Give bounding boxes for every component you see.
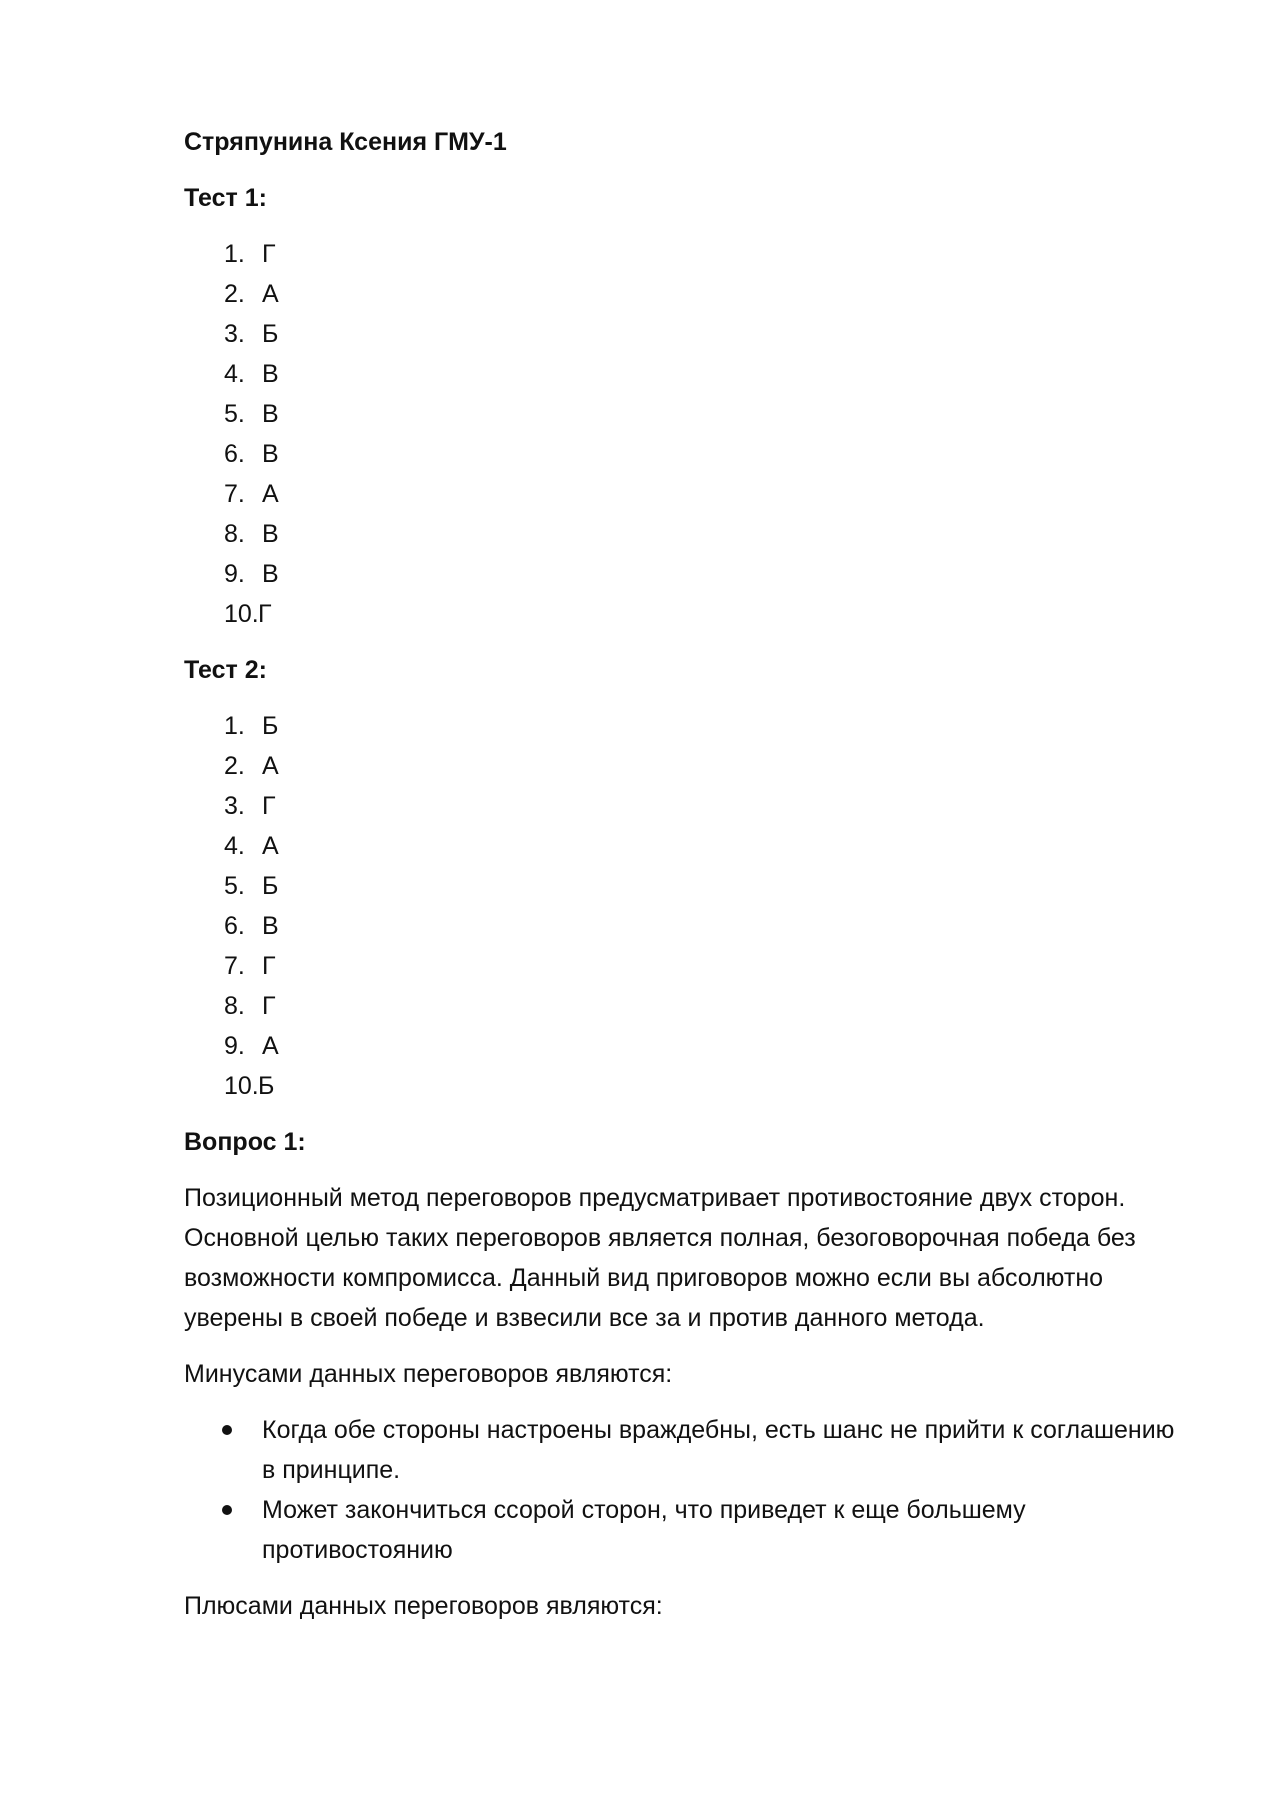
list-item [184, 786, 1194, 826]
item-number: 6. [224, 440, 245, 468]
item-answer: А [262, 832, 279, 860]
list-item [184, 946, 1194, 986]
list-item [184, 986, 1194, 1026]
item-answer: А [262, 1032, 279, 1060]
minuses-list [184, 1410, 1194, 1570]
list-item [184, 1490, 1194, 1570]
item-answer: Г [262, 240, 276, 268]
item-answer: А [262, 280, 279, 308]
item-number: 7. [224, 480, 245, 508]
list-item [184, 746, 1194, 786]
item-answer: В [262, 440, 279, 468]
list-item [184, 554, 1194, 594]
list-item [184, 274, 1194, 314]
question1-heading: Вопрос 1: [184, 1128, 306, 1156]
pluses-intro: Плюсами данных переговоров являются: [184, 1592, 663, 1620]
list-item [184, 826, 1194, 866]
item-number: 5. [224, 872, 245, 900]
minuses-intro: Минусами данных переговоров являются: [184, 1360, 673, 1388]
list-item [184, 906, 1194, 946]
item-answer: Г [262, 792, 276, 820]
list-item [184, 1066, 1194, 1106]
list-item [184, 474, 1194, 514]
item-number: 10. [224, 1072, 259, 1100]
item-number: 4. [224, 360, 245, 388]
item-answer: Б [262, 872, 279, 900]
list-item [184, 706, 1194, 746]
bullet-text: Может закончиться ссорой сторон, что приведет к еще большему противостоянию [262, 1496, 1026, 1564]
item-number: 7. [224, 952, 245, 980]
bullet-text: Когда обе стороны настроены враждебны, есть шанс не прийти к соглашению в принципе. [262, 1416, 1175, 1484]
item-number: 2. [224, 752, 245, 780]
list-item [184, 594, 1194, 634]
question1-paragraph: Позиционный метод переговоров предусматривает противостояние двух сторон. Основной целью таких переговоров является полная, безоговорочная победа без возможности компромисса. Данный вид приговоров можно если вы абсолютно уверены в своей победе и взвесили все за и против данного метода. [184, 1184, 1136, 1332]
item-answer: Б [262, 712, 279, 740]
item-number: 2. [224, 280, 245, 308]
item-number: 6. [224, 912, 245, 940]
list-item [184, 234, 1194, 274]
item-answer: В [262, 360, 279, 388]
item-answer: Г [262, 992, 276, 1020]
item-answer: Б [262, 320, 279, 348]
item-answer: В [262, 520, 279, 548]
item-answer: В [262, 912, 279, 940]
item-number: 1. [224, 240, 245, 268]
test1-answer-list [184, 234, 1194, 634]
item-number: 4. [224, 832, 245, 860]
item-answer: Б [258, 1072, 275, 1100]
list-item [184, 394, 1194, 434]
bullet-icon [222, 1425, 232, 1435]
list-item [184, 1026, 1194, 1066]
item-answer: Г [262, 952, 276, 980]
list-item [184, 514, 1194, 554]
item-number: 9. [224, 1032, 245, 1060]
item-number: 8. [224, 520, 245, 548]
bullet-icon [222, 1505, 232, 1515]
item-answer: А [262, 480, 279, 508]
test2-answer-list [184, 706, 1194, 1106]
item-answer: Г [258, 600, 272, 628]
test1-heading: Тест 1: [184, 184, 267, 212]
item-answer: В [262, 400, 279, 428]
list-item [184, 314, 1194, 354]
item-number: 1. [224, 712, 245, 740]
document-page [184, 122, 1194, 1642]
author-line: Стряпунина Ксения ГМУ-1 [184, 128, 507, 156]
list-item [184, 866, 1194, 906]
item-number: 3. [224, 792, 245, 820]
list-item [184, 1410, 1194, 1490]
list-item [184, 354, 1194, 394]
item-number: 10. [224, 600, 259, 628]
item-number: 8. [224, 992, 245, 1020]
item-answer: В [262, 560, 279, 588]
item-number: 3. [224, 320, 245, 348]
item-number: 9. [224, 560, 245, 588]
test2-heading: Тест 2: [184, 656, 267, 684]
item-answer: А [262, 752, 279, 780]
item-number: 5. [224, 400, 245, 428]
list-item [184, 434, 1194, 474]
